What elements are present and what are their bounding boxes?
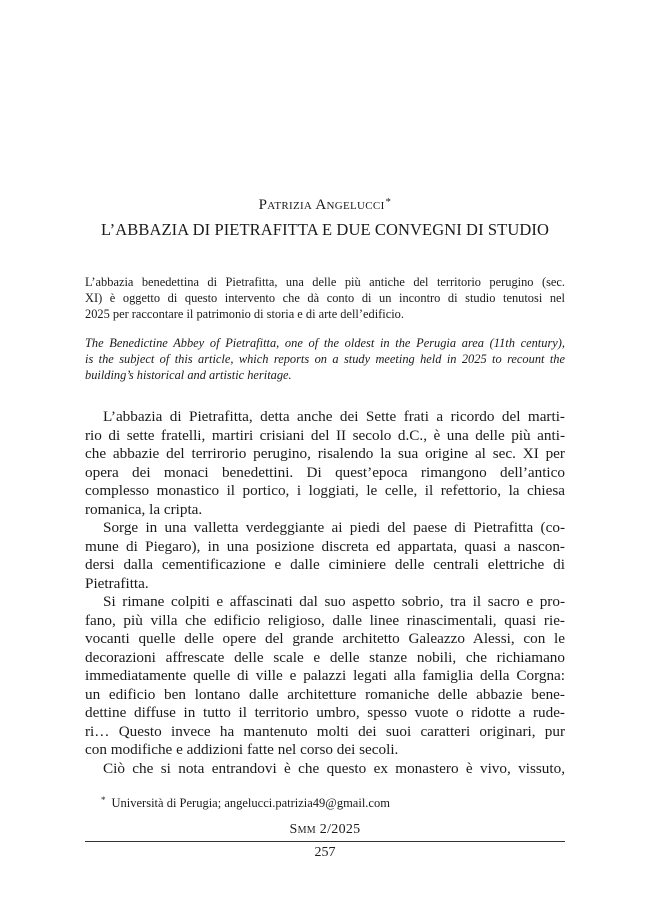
body-line: Pietrafitta.	[85, 574, 149, 592]
journal-issue-number: 2/2025	[319, 822, 361, 837]
body-line: dettine diffuse in tutto il territorio umbro, spesso vuote o ridotte a rude-	[85, 704, 565, 721]
abstract-it-line: XI) è oggetto di questo intervento che dà conto di un incontro di studio tenutosi nel	[85, 291, 565, 305]
body-line: dersi dalla cementificazione e dalle ciminiere delle centrali elettriche di	[85, 556, 565, 573]
body-line: immediatamente quelle di ville e palazzi legati alla famiglia della Corgna:	[85, 667, 565, 684]
body-line: ri… Questo invece ha mantenuto molti dei suoi caratteri originari, pur	[85, 722, 565, 740]
body-line: vocanti quelle delle opere del grande architetto Galeazzo Alessi, con le	[85, 630, 565, 647]
body-line: con modifiche e addizioni fatte nel corso dei secoli.	[85, 741, 399, 758]
abstract-en-line: The Benedictine Abbey of Pietrafitta, one of the oldest in the Perugia area (11th century),	[85, 336, 565, 350]
body-line: L’abbazia di Pietrafitta, detta anche dei Sette frati a ricordo del marti-	[103, 408, 565, 425]
journal-issue	[0, 822, 650, 838]
body-line: Ciò che si nota entrandovi è che questo ex monastero è vivo, vissuto,	[103, 759, 565, 777]
author-name	[0, 196, 650, 214]
body-line: fano, più villa che edificio religioso, dalle linee rinascimentali, quasi rie-	[85, 611, 565, 629]
body-line: Sorge in una valletta verdeggiante ai piedi del paese di Pietrafitta (co-	[103, 519, 565, 536]
footnote	[101, 795, 561, 811]
abstract-it-line: L’abbazia benedettina di Pietrafitta, una delle più antiche del territorio perugino (sec.	[85, 275, 565, 289]
footer-rule	[85, 841, 565, 842]
body-line: un edificio ben lontano dalle architetture romaniche delle abbazie bene-	[85, 685, 565, 703]
footnote-mark: *	[101, 795, 106, 805]
body-line: romanica, la cripta.	[85, 500, 203, 518]
page-number: 257	[314, 845, 336, 860]
article-body	[85, 408, 565, 778]
abstract-italian	[85, 274, 565, 322]
body-line: decorazioni affrescate delle scale e delle stanze nobili, che richiamano	[85, 648, 565, 666]
abstract-en-line: building’s historical and artistic heritage.	[85, 368, 292, 382]
body-line: complesso monastico il portico, i loggiati, le celle, il refettorio, la chiesa	[85, 482, 565, 499]
abstract-it-line: 2025 per raccontare il patrimonio di storia e di arte dell’edificio.	[85, 307, 404, 321]
body-line: opera dei monaci benedettini. Di quest’epoca rimangono dell’antico	[85, 463, 565, 481]
abstract-en-line: is the subject of this article, which reports on a study meeting held in 2025 to recount the	[85, 352, 565, 366]
author-footnote-mark: *	[385, 196, 392, 208]
body-line: mune di Piegaro), in una posizione discreta ed appartata, quasi a nascon-	[85, 537, 565, 555]
body-line: rio di sette fratelli, martiri crisiani del II secolo d.C., è una delle più anti-	[85, 426, 565, 444]
article-title: L’ABBAZIA DI PIETRAFITTA E DUE CONVEGNI DI STUDIO	[101, 220, 549, 239]
journal-name: Smm	[289, 822, 316, 837]
abstract-english	[85, 335, 565, 383]
body-line: che abbazie del terrirorio perugino, risalendo la sua origine al sec. XI per	[85, 445, 565, 462]
body-line: Si rimane colpiti e affascinati dal suo aspetto sobrio, tra il sacro e pro-	[103, 593, 565, 610]
author-name-text: Patrizia Angelucci	[258, 197, 385, 213]
footnote-text: Università di Perugia; angelucci.patrizia49@gmail.com	[111, 796, 390, 810]
